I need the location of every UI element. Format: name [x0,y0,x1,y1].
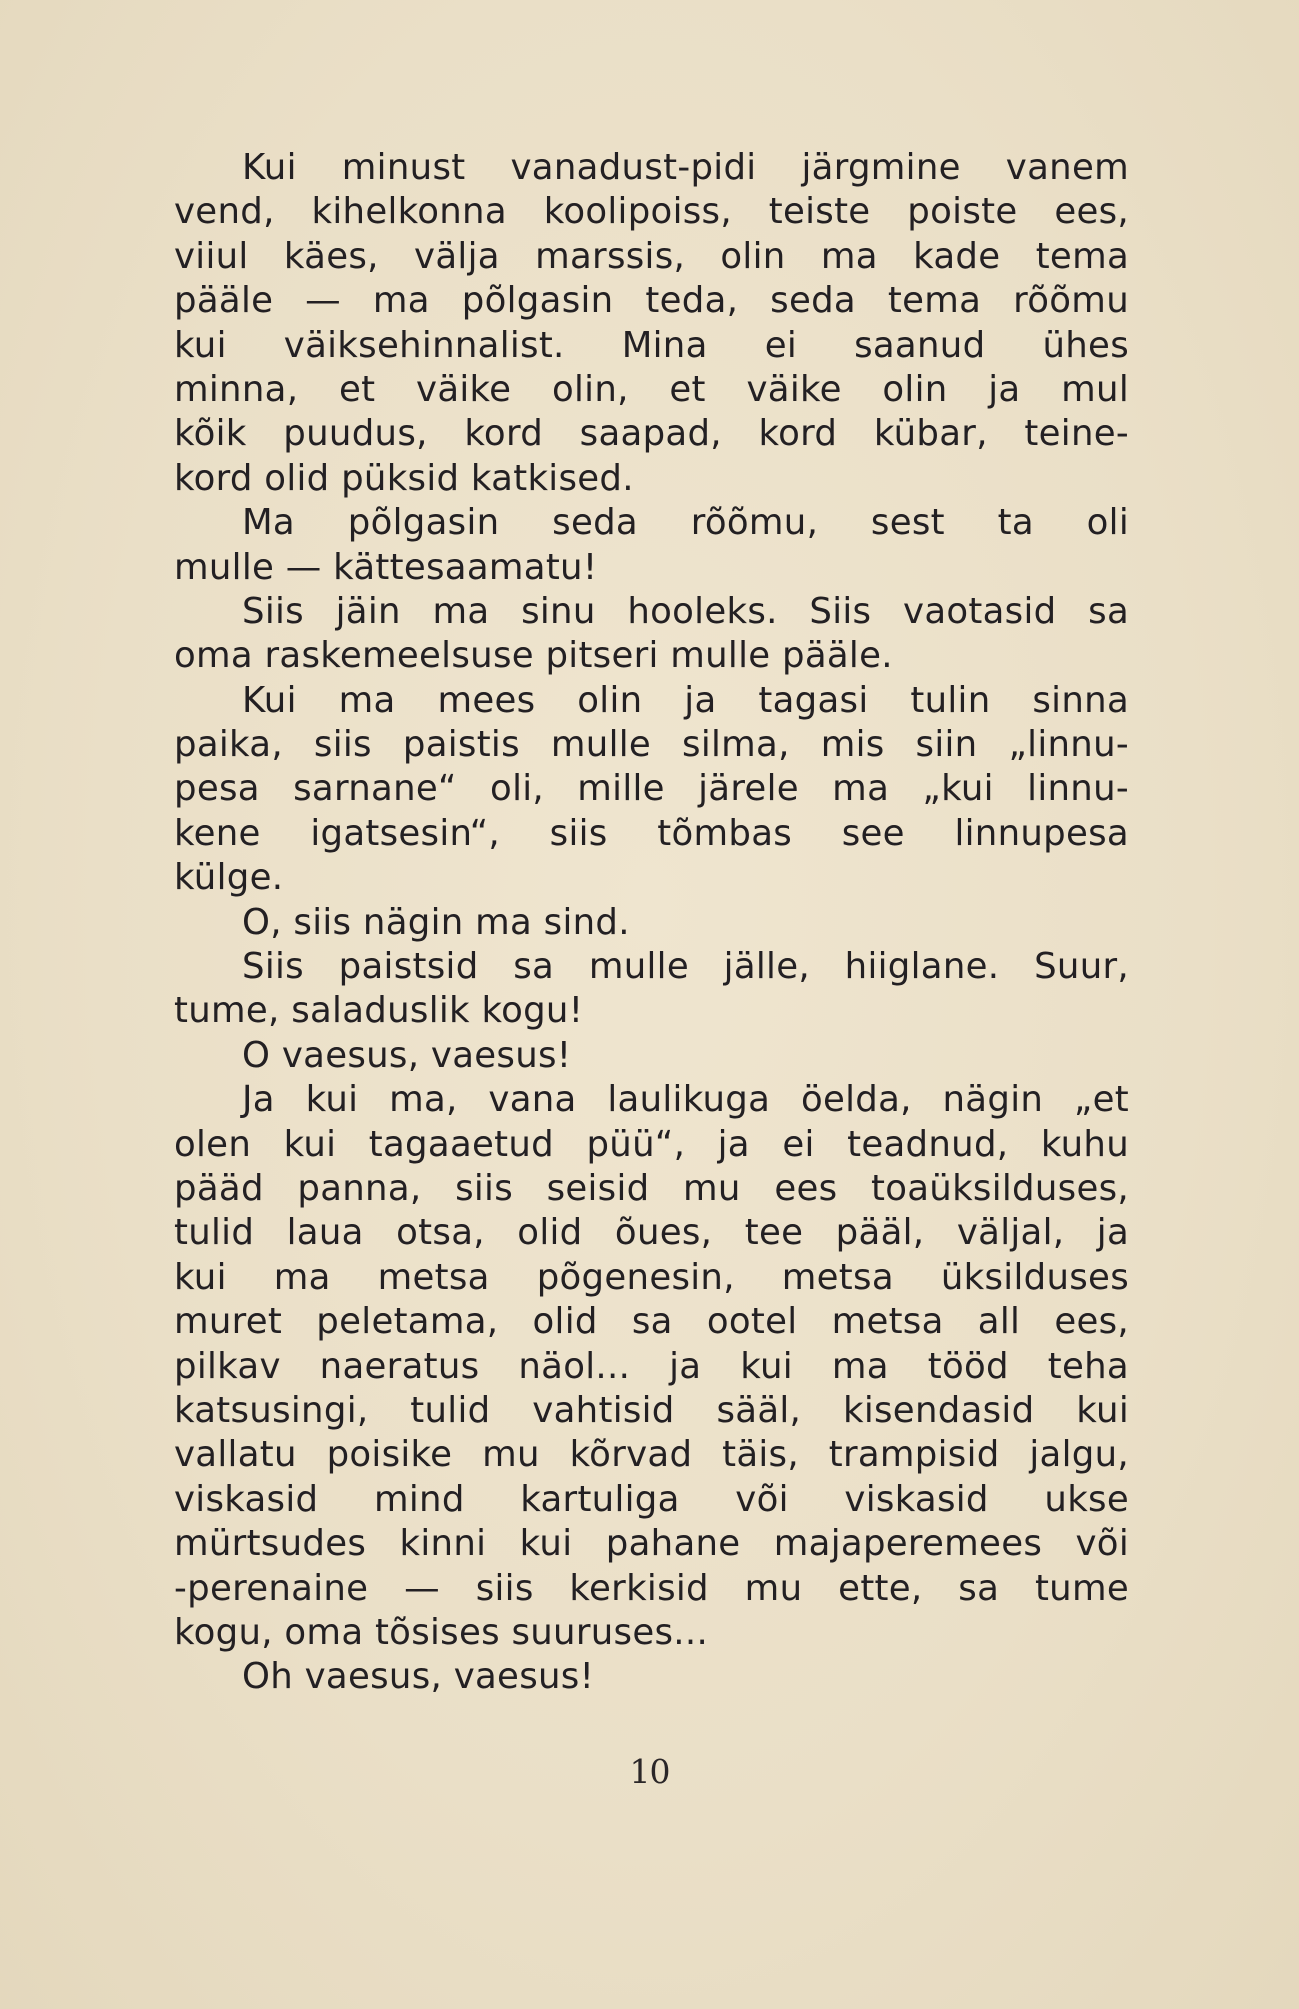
text-line: vend, kihelkonna koolipoiss, teiste poiste ees, [174,191,1129,233]
text-line: viskasid mind kartuliga või viskasid ukse [174,1478,1129,1520]
text-line: tulid laua otsa, olid õues, tee pääl, väljal, ja [174,1212,1129,1254]
page-number: 10 [629,1752,670,1791]
text-line: Siis paistsid sa mulle jälle, hiiglane. Suur, [242,946,1129,988]
text-line: tume, saladuslik kogu! [174,990,584,1032]
text-line: mürtsudes kinni kui pahane majaperemees või [174,1523,1129,1565]
text-line: muret peletama, olid sa ootel metsa all ees, [174,1301,1129,1343]
text-line: pilkav naeratus näol... ja kui ma tööd teha [174,1345,1129,1387]
text-line: vallatu poisike mu kõrvad täis, trampisid jalgu, [174,1434,1129,1476]
text-line: kord olid püksid katkised. [174,457,634,499]
text-line: minna, et väike olin, et väike olin ja mul [174,368,1129,410]
text-line: kogu, oma tõsises suuruses... [174,1611,709,1653]
text-line: kui väiksehinnalist. Mina ei saanud ühes [174,324,1129,366]
text-line: kui ma metsa põgenesin, metsa üksilduses [174,1256,1129,1298]
text-line: paika, siis paistis mulle silma, mis siin „linnu- [174,724,1129,766]
text-line: Ja kui ma, vana laulikuga öelda, nägin „et [242,1079,1129,1121]
text-line: oma raskemeelsuse pitseri mulle pääle. [174,635,893,677]
text-line: kõik puudus, kord saapad, kord kübar, teine- [174,413,1129,455]
text-line: Kui ma mees olin ja tagasi tulin sinna [242,679,1129,721]
text-line: külge. [174,857,284,899]
text-line: Ma põlgasin seda rõõmu, sest ta oli [242,502,1129,544]
text-line: kene igatsesin“, siis tõmbas see linnupesa [174,812,1129,854]
text-line: Siis jäin ma sinu hooleks. Siis vaotasid sa [242,590,1129,632]
text-line: O vaesus, vaesus! [242,1034,572,1076]
text-line: pääle — ma põlgasin teda, seda tema rõõmu [174,280,1129,322]
body-text [174,146,1129,1700]
text-line: O, siis nägin ma sind. [242,901,630,943]
text-line: Kui minust vanadust-pidi järgmine vanem [242,147,1129,188]
text-line: viiul käes, välja marssis, olin ma kade tema [174,235,1129,277]
text-line: -perenaine — siis kerkisid mu ette, sa tume [174,1567,1129,1609]
text-line: pääd panna, siis seisid mu ees toaüksilduses, [174,1167,1129,1209]
text-line: Oh vaesus, vaesus! [242,1656,595,1698]
text-line: mulle — kättesaamatu! [174,546,598,588]
text-line: pesa sarnane“ oli, mille järele ma „kui linnu- [174,768,1129,810]
text-line: olen kui tagaaetud püü“, ja ei teadnud, kuhu [174,1123,1129,1165]
text-line: katsusingi, tulid vahtisid sääl, kisendasid kui [174,1389,1129,1431]
